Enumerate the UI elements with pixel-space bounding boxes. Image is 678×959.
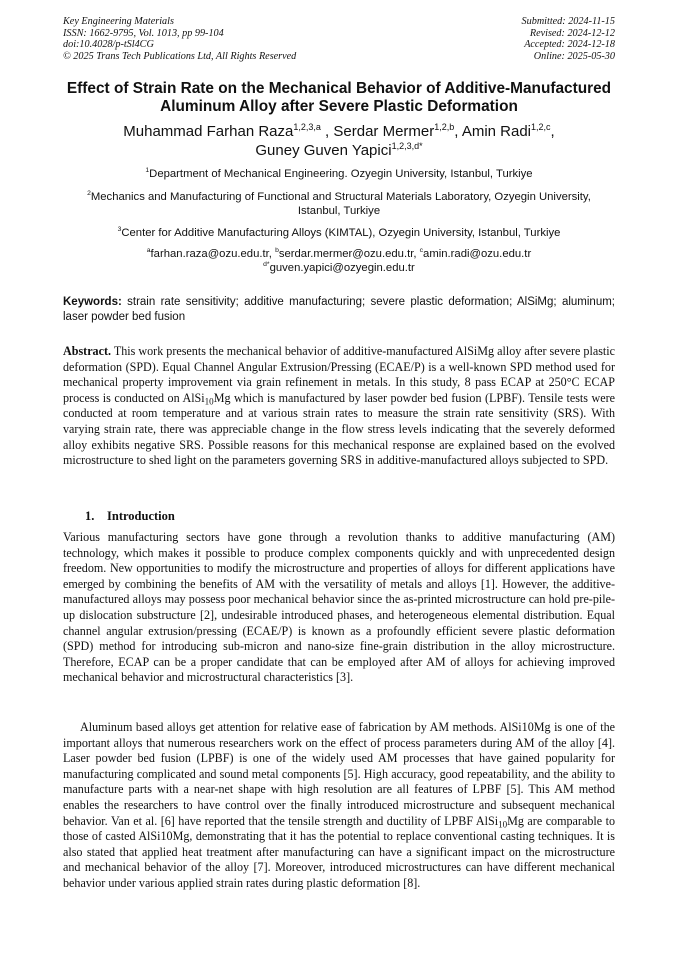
section-heading-introduction	[85, 509, 175, 524]
intro-paragraph-1	[63, 530, 615, 686]
journal-name: Key Engineering Materials	[63, 16, 174, 27]
affiliation-3	[70, 226, 608, 240]
email-sup: a	[146, 247, 151, 255]
affiliation-number: 1	[145, 167, 150, 175]
author-affil-sup: 1,2,3,a	[293, 122, 321, 132]
author-name: Amin Radi	[461, 123, 532, 140]
paragraph-text-pre: Aluminum based alloys get attention for relative ease of fabrication by AM methods. AlSi10Mg is one of the important alloys that numerous researchers work on the effect of process parameters during AM of the alloy [4]. Laser powder bed fusion (LPBF) is one of the widely used AM processes that have gained popularity for manufacturing complicated and sound metal components [5]. High accuracy, good repeatability, and the ability to manufacture parts with a near-net shape with high resolution are all features of LPBF [5]. This AM method enables the researchers to have control over the finally introduced microstructure and subsequent mechanical behavior. Van et al. [6] have reported that the tensile strength and ductility of LPBF AlSi	[63, 720, 615, 828]
email-sup: d*	[263, 261, 270, 269]
email-list	[70, 247, 608, 275]
revised-date: Revised: 2024-12-12	[529, 27, 615, 39]
keywords-text: strain rate sensitivity; additive manufacturing; severe plastic deformation; AlSiMg; aluminum; laser powder bed fusion	[63, 296, 615, 323]
email-link[interactable]: amin.radi@ozu.edu.tr	[423, 248, 532, 260]
abstract-text-pre: This work presents the mechanical behavior of additive-manufactured AlSiMg alloy after severe plastic deformation (SPD). Equal Channel Angular Extrusion/Pressing (ECAE/P) is a well-known SPD method used for mechanical property improvement via grain refinement in metals. In this study, 8 pass ECAP at 250°C ECAP process is conducted on AlSi	[63, 344, 616, 405]
affiliation-number: 3	[117, 226, 122, 234]
affiliation-number: 2	[87, 190, 91, 198]
accepted-date: Accepted: 2024-12-18	[524, 39, 615, 51]
keywords-label: Keywords:	[63, 296, 122, 308]
intro-paragraph-2	[63, 720, 615, 892]
author-name: Serdar Mermer	[333, 123, 435, 140]
author-name: Muhammad Farhan Raza	[123, 123, 294, 140]
author-list: Muhammad Farhan Raza$^{1,2,3,a}$ , Serdar Mermer$^{1,2,b}$, Amin Radi$^{1,2,c}$, Guney Guven Yapici$^{1,2,3,d*}$	[123, 122, 555, 159]
paper-title: Effect of Strain Rate on the Mechanical Behavior of Additive-Manufactured Aluminum Alloy after Severe Plastic Deformation	[66, 80, 612, 115]
submitted-date: Submitted: 2024-11-15	[521, 16, 615, 27]
abstract-block	[63, 344, 615, 469]
paragraph-subscript: 10	[498, 818, 508, 829]
date-info	[522, 16, 615, 62]
copyright-line: © 2025 Trans Tech Publications Ltd, All Rights Reserved	[63, 50, 297, 62]
affiliation-text: Mechanics and Manufacturing of Functional and Structural Materials Laboratory, Ozyegin University, Istanbul, Turkiye	[90, 191, 591, 217]
affiliation-text: Department of Mechanical Engineering. Ozyegin University, Istanbul, Turkiye	[149, 168, 533, 180]
author-name: Guney Guven Yapici	[255, 142, 392, 159]
journal-info	[63, 16, 296, 62]
affiliation-1	[70, 167, 608, 181]
section-number: 1.	[85, 509, 95, 523]
email-sup: b	[275, 247, 279, 255]
paragraph-text-post: Mg are comparable to those of casted AlSi10Mg, demonstrating that it has the potential to replace conventional casting techniques. It is also stated that applied heat treatment after manufacturing can have a significant impact on the microstructure and mechanical behavior of the alloy [7]. Moreover, introduced microstructures can have different mechanical behavior under various applied strain rates during plastic deformation [8].	[63, 813, 615, 890]
section-title: Introduction	[107, 509, 175, 523]
email-link[interactable]: guven.yapici@ozyegin.edu.tr	[269, 262, 415, 274]
email-sup: c	[419, 247, 424, 255]
abstract-subscript: 10	[204, 396, 214, 407]
keywords-block	[63, 295, 615, 325]
author-affil-sup: 1,2,c	[531, 122, 551, 132]
online-date: Online: 2025-05-30	[533, 50, 615, 62]
affiliation-text: Center for Additive Manufacturing Alloys (KIMTAL), Ozyegin University, Istanbul, Turkiye	[121, 227, 561, 239]
author-affil-sup: 1,2,b	[434, 122, 455, 132]
author-affil-sup: 1,2,3,d*	[391, 141, 423, 151]
paragraph-text: Various manufacturing sectors have gone through a revolution thanks to additive manufacturing (AM) technology, which makes it possible to produce complex components quickly and with unprecedented design freedom. New opportunities to modify the microstructure and properties of alloys for different applications have emerged by combining the benefits of AM with the versatility of metals and alloys [1]. However, the additive-manufactured alloys may possess poor mechanical behavior since the as-printed microstructure can hold pre-pile-up dislocation substructure [2], undesirable introduced phases, and heterogeneous elemental distribution. Equal channel angular extrusion/pressing (ECAE/P) is known as a profoundly efficient severe plastic deformation (SPD) method for introducing sub-micron and nano-size fine-grain distribution in the alloy microstructure. Therefore, ECAP can be a proper candidate that can be employed after AM of alloys for achieving improved mechanical behavior and microstructural characteristics [3].	[63, 530, 615, 685]
abstract-label: Abstract.	[63, 344, 112, 358]
doi-line[interactable]: doi:10.4028/p-tSl4CG	[63, 39, 154, 51]
issn-line: ISSN: 1662-9795, Vol. 1013, pp 99-104	[63, 27, 224, 39]
abstract-text-post: Mg which is manufactured by laser powder bed fusion (LPBF). Tensile tests were conducted at room temperature and at various strain rates to measure the strain rate sensitivity (SRS). With varying strain rate, there was appreciable change in the flow stress levels indicating that the severely deformed alloy exhibits negative SRS. Possible reasons for this mechanical response are explained based on the evolved microstructure to shed light on the parameters governing SRS in additive-manufactured alloys subjected to SPD.	[63, 390, 615, 468]
affiliation-2	[70, 190, 608, 218]
email-link[interactable]: farhan.raza@ozu.edu.tr,	[150, 248, 272, 260]
email-link[interactable]: serdar.mermer@ozu.edu.tr,	[278, 248, 417, 260]
